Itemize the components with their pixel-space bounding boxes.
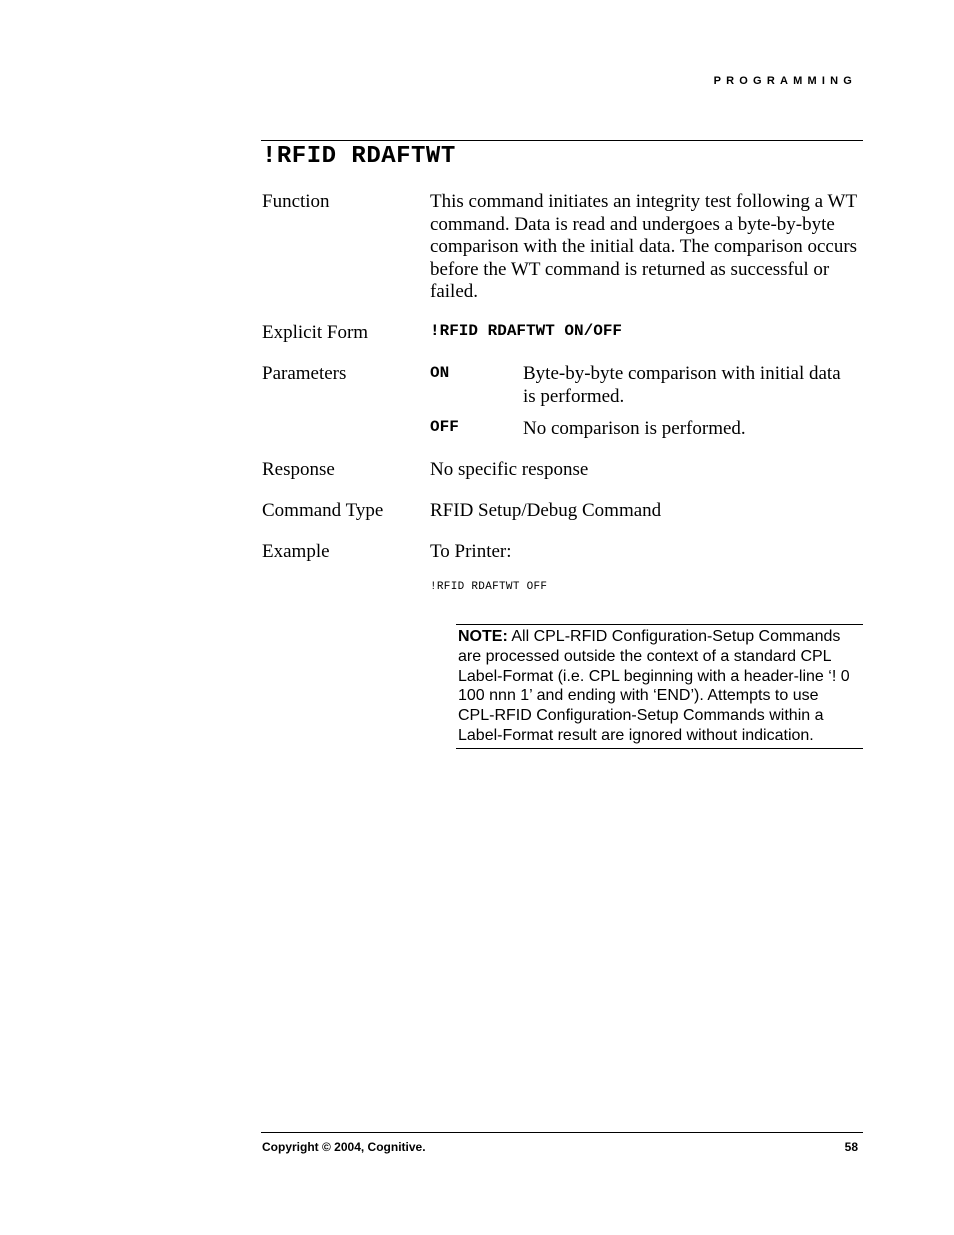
parameter-description: Byte-by-byte comparison with initial data is performed. (523, 363, 841, 407)
parameter-description: No comparison is performed. (523, 418, 746, 439)
note-text-block (458, 627, 858, 746)
response-value: No specific response (430, 459, 589, 480)
running-header: PROGRAMMING (713, 75, 857, 87)
footer-rule (261, 1132, 863, 1133)
command-type-value: RFID Setup/Debug Command (430, 500, 662, 521)
example-code: !RFID RDAFTWT OFF (430, 581, 548, 593)
function-label: Function (262, 191, 330, 212)
note-label: NOTE: (458, 628, 508, 645)
parameter-name: OFF (430, 418, 459, 436)
parameters-label: Parameters (262, 363, 347, 384)
page-title: !RFID RDAFTWT (262, 143, 456, 170)
parameter-name: ON (430, 364, 450, 382)
page-number: 58 (844, 1140, 858, 1154)
note-box (456, 624, 863, 749)
example-label: Example (262, 541, 330, 562)
title-rule (261, 140, 863, 141)
example-intro: To Printer: (430, 541, 512, 562)
function-text: This command initiates an integrity test following a WT command. Data is read and undergoes a byte-by-byte comparison with the initial data. The comparison occurs before the WT command is returned as successful or failed. (430, 191, 858, 303)
note-text: All CPL-RFID Configuration-Setup Commands are processed outside the context of a standard CPL Label-Format (i.e. CPL beginning with a header-line ‘! 0 100 nnn 1’ and ending with ‘END’). Attempts to use CPL-RFID Configuration-Setup Commands within a Label-Format result are ignored without indication. (458, 628, 850, 744)
footer-copyright: Copyright © 2004, Cognitive. (262, 1140, 426, 1154)
explicit-form-value: !RFID RDAFTWT ON/OFF (430, 322, 623, 340)
command-type-label: Command Type (262, 500, 384, 521)
response-label: Response (262, 459, 335, 480)
explicit-form-label: Explicit Form (262, 322, 369, 343)
